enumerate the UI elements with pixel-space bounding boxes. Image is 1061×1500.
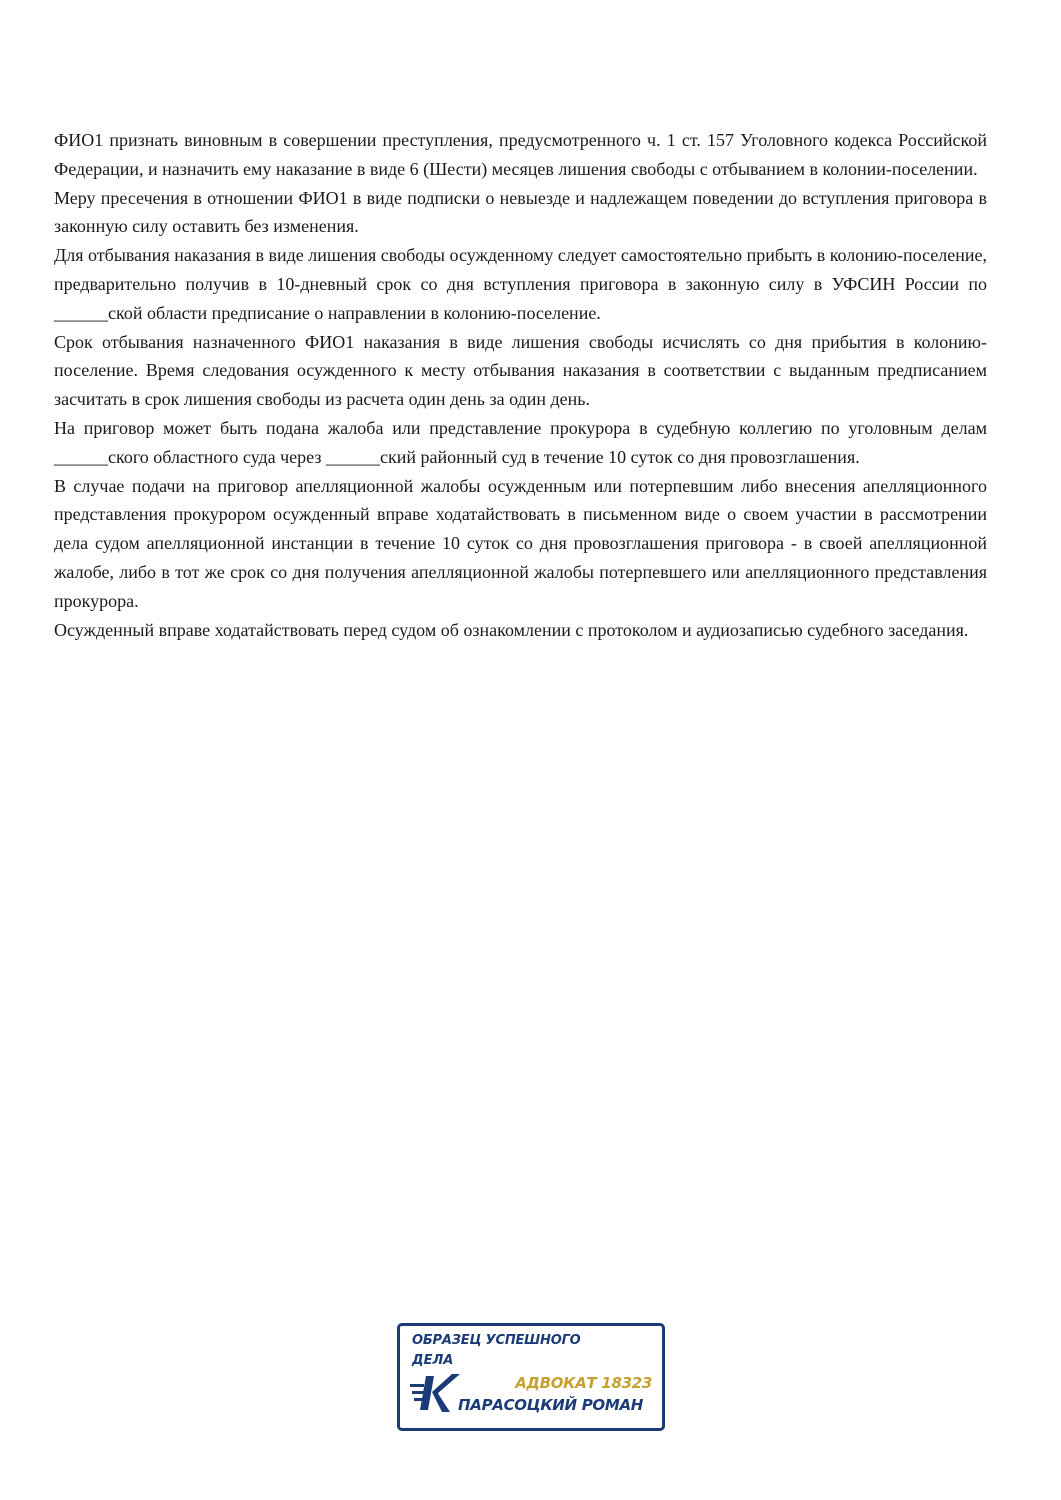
paragraph-appeal-participation: В случае подачи на приговор апелляционной жалобы осужденным или потерпевшим либо внесения апелляционного представления прокурором осужденный вправе ходатайствовать в письменном виде о своем участии в рассмотрении дела судом апелляционной инстанции в течение 10 суток со дня провозглашения приговора - в своей апелляционной жалобе, либо в тот же срок со дня получения апелляционной жалобы потерпевшего или апелляционного представления прокурора. bbox=[54, 475, 987, 611]
paragraph-serving-order: Для отбывания наказания в виде лишения свободы осужденному следует самостоятельно прибыть в колонию-поселение, предварительно получив в 10-дневный срок со дня вступления приговора в законную силу в УФСИН России по ______ской области предписание о направлении в колонию-поселение. bbox=[54, 245, 988, 323]
paragraph-appeal-right: На приговор может быть подана жалоба или представление прокурора в судебную коллегию по уголовным делам ______ского областного суда через ______ский районный суд в течение 10 суток со дня провозглашения. bbox=[54, 417, 987, 467]
stamp-caption-line2: ДЕЛА bbox=[412, 1353, 454, 1368]
paragraph-preventive-measure: Меру пресечения в отношении ФИО1 в виде подписки о невыезде и надлежащем поведении до вступления приговора в законную силу оставить без изменения. bbox=[54, 187, 987, 237]
paragraph-term-calculation: Срок отбывания назначенного ФИО1 наказания в виде лишения свободы исчислять со дня прибытия в колонию-поселение. Время следования осужденного к месту отбывания наказания в соответствии с выданным предписанием засчитать в срок лишения свободы из расчета один день за один день. bbox=[54, 331, 987, 410]
paragraph-protocol-review: Осужденный вправе ходатайствовать перед судом об ознакомлении с протоколом и аудиозаписью судебного заседания. bbox=[54, 619, 969, 640]
stamp-advocate-name: ПАРАСОЦКИЙ РОМАН bbox=[458, 1396, 644, 1414]
stamp-caption-line1: ОБРАЗЕЦ УСПЕШНОГО bbox=[412, 1333, 581, 1348]
document-body bbox=[54, 126, 987, 644]
stamp-advocate-number: АДВОКАТ 18323 bbox=[515, 1374, 652, 1392]
stylized-k-logo-icon bbox=[410, 1370, 460, 1416]
paragraph-verdict: ФИО1 признать виновным в совершении преступления, предусмотренного ч. 1 ст. 157 Уголовного кодекса Российской Федерации, и назначить ему наказание в виде 6 (Шести) месяцев лишения свободы с отбыванием в колонии-поселении. bbox=[54, 130, 987, 179]
advocate-stamp bbox=[397, 1323, 665, 1431]
